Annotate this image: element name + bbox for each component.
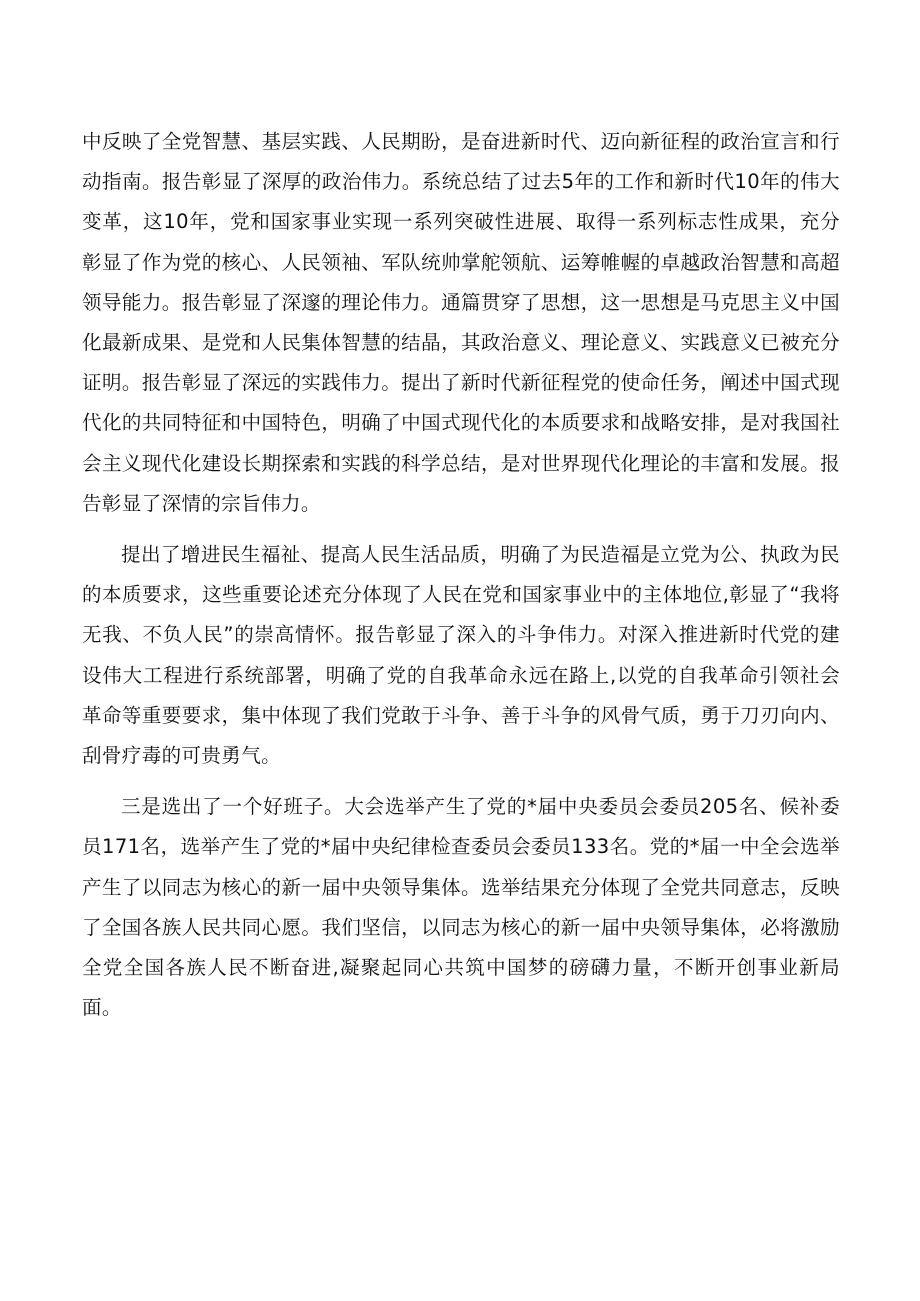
paragraph-3: 三是选出了一个好班子。大会选举产生了党的*届中央委员会委员205名、候补委员171名，选举产生了党的*届中央纪律检查委员会委员133名。党的*届一中全会选举产生了以同志为核心的新一届中央领导集体。选举结果充分体现了全党共同意志，反映了全国各族人民共同心愿。我们坚信，以同志为核心的新一届中央领导集体，必将激励全党全国各族人民不断奋进,凝聚起同心共筑中国梦的磅礴力量，不断开创事业新局面。 xyxy=(82,795,840,1020)
document-body xyxy=(82,122,840,1028)
paragraph-1: 中反映了全党智慧、基层实践、人民期盼，是奋进新时代、迈向新征程的政治宣言和行动指南。报告彰显了深厚的政治伟力。系统总结了过去5年的工作和新时代10年的伟大变革，这10年，党和国家事业实现一系列突破性进展、取得一系列标志性成果，充分彰显了作为党的核心、人民领袖、军队统帅掌舵领航、运筹帷幄的卓越政治智慧和高超领导能力。报告彰显了深邃的理论伟力。通篇贯穿了思想，这一思想是马克思主义中国化最新成果、是党和人民集体智慧的结晶，其政治意义、理论意义、实践意义已被充分证明。报告彰显了深远的实践伟力。提出了新时代新征程党的使命任务，阐述中国式现代化的共同特征和中国特色，明确了中国式现代化的本质要求和战略安排，是对我国社会主义现代化建设长期探索和实践的科学总结，是对世界现代化理论的丰富和发展。报告彰显了深情的宗旨伟力。 xyxy=(82,130,840,515)
paragraph-2: 提出了增进民生福祉、提高人民生活品质，明确了为民造福是立党为公、执政为民的本质要求，这些重要论述充分体现了人民在党和国家事业中的主体地位,彰显了“我将无我、不负人民”的崇高情怀。报告彰显了深入的斗争伟力。对深入推进新时代党的建设伟大工程进行系统部署，明确了党的自我革命永远在路上,以党的自我革命引领社会革命等重要要求，集中体现了我们党敢于斗争、善于斗争的风骨气质，勇于刀刃向内、刮骨疗毒的可贵勇气。 xyxy=(82,543,840,768)
